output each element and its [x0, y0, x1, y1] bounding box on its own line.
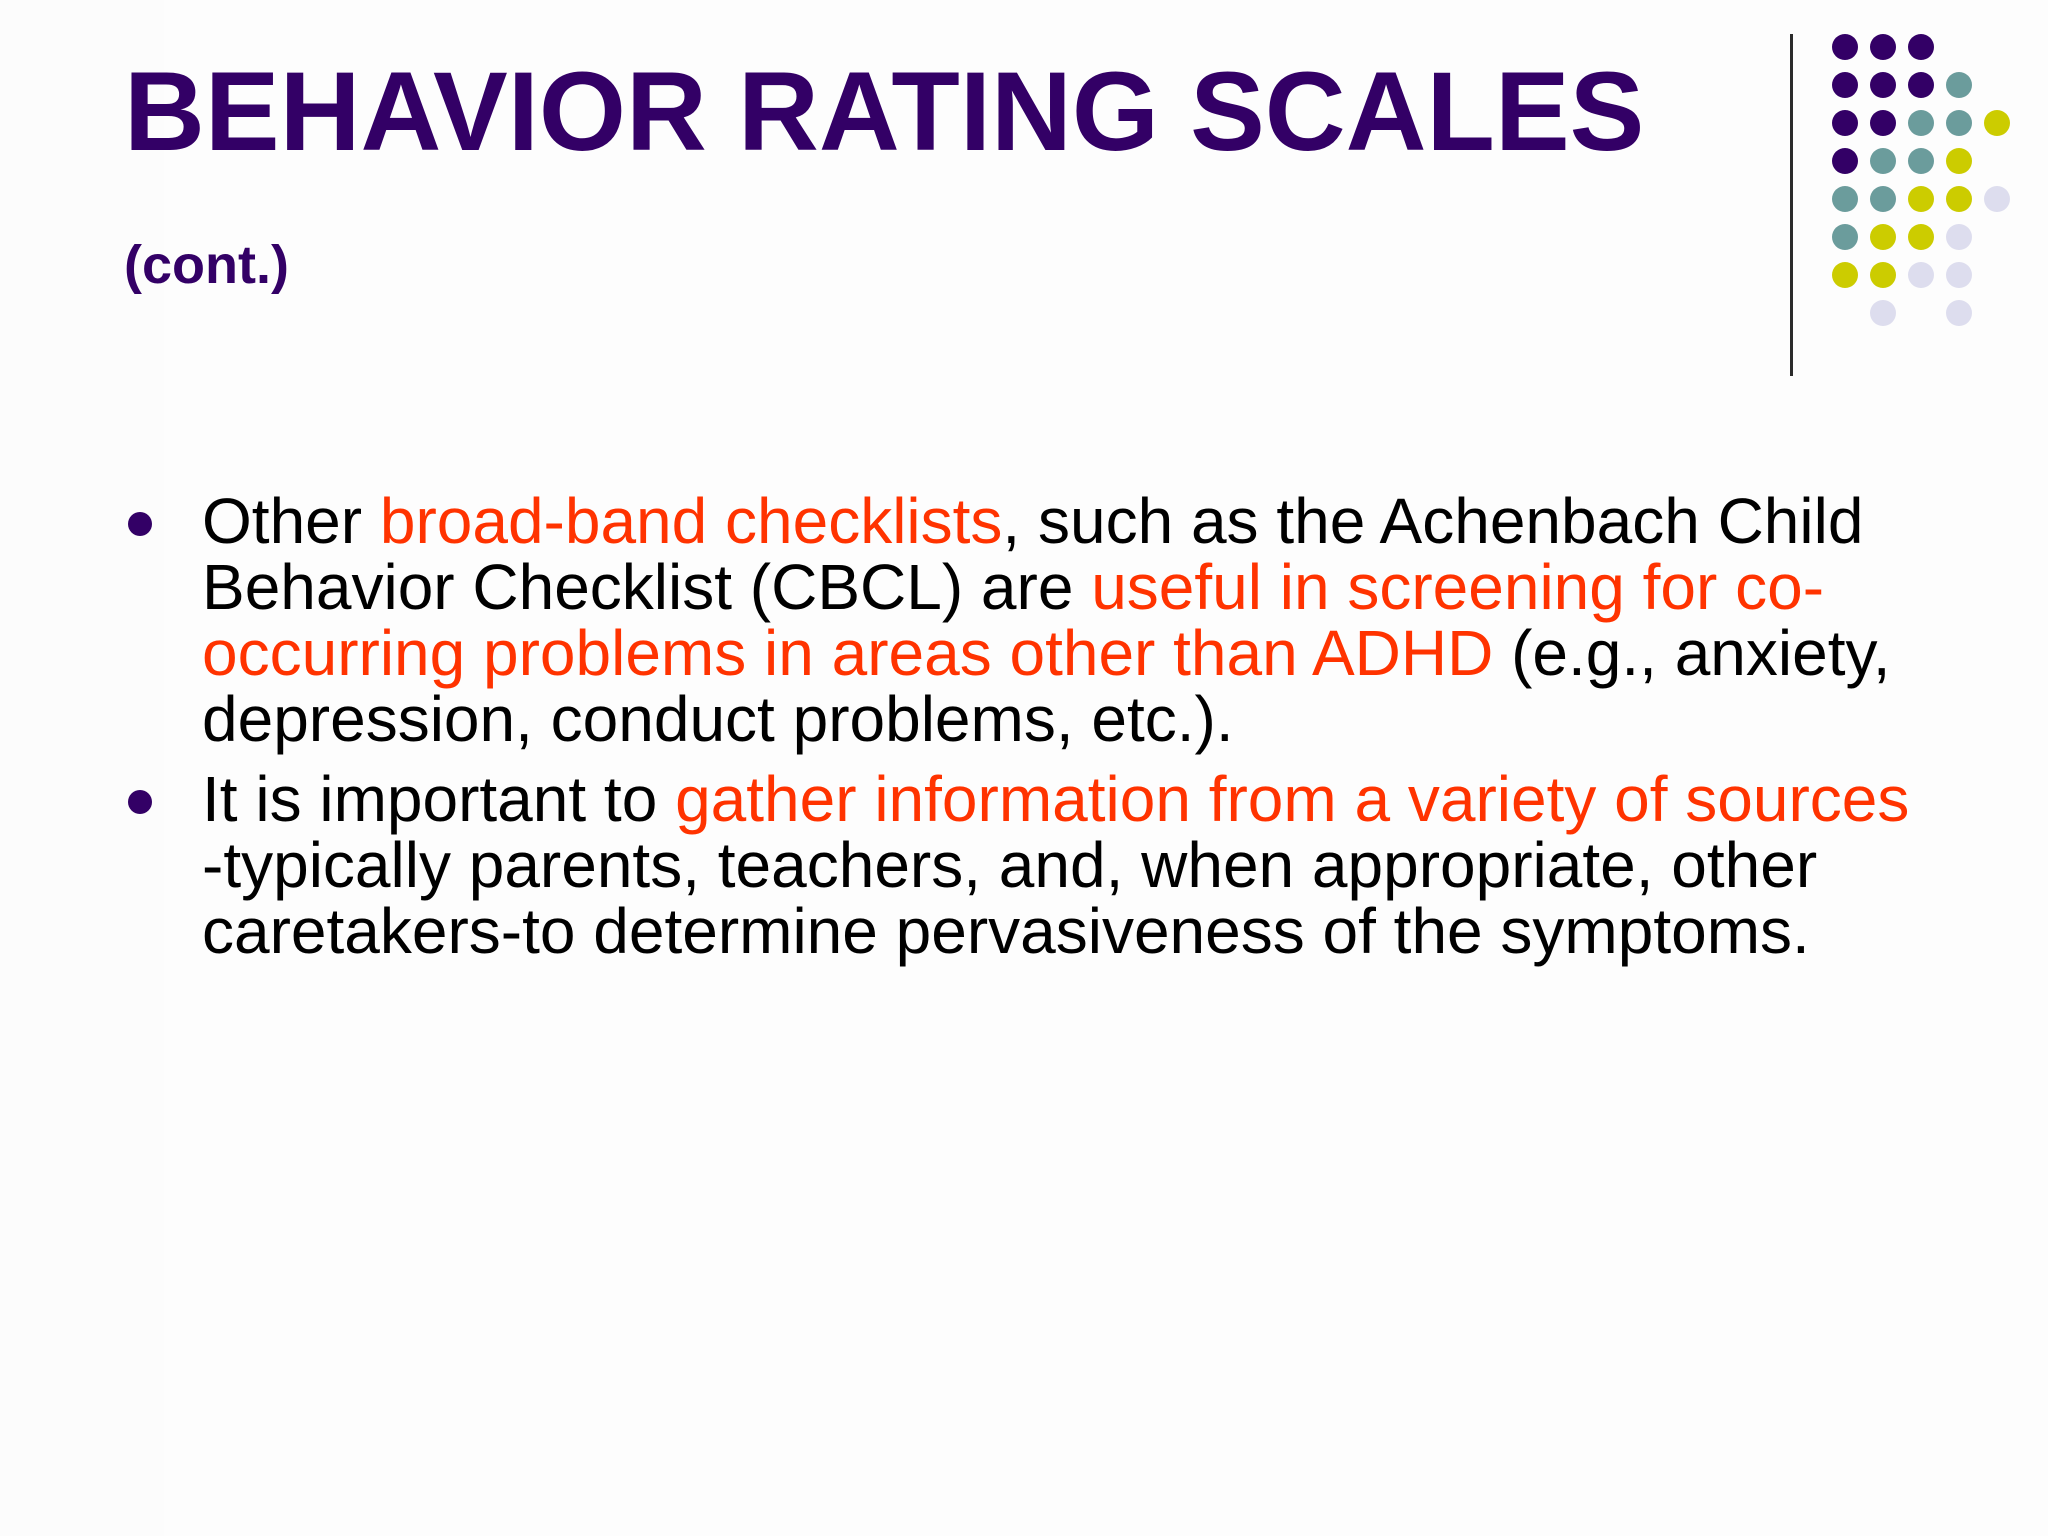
decorative-dot — [1946, 110, 1972, 136]
decorative-dot — [1832, 186, 1858, 212]
bullet-text: , such as the Achenbach Child Behavior Checklist (CBCL) are — [202, 485, 1864, 623]
highlighted-text: gather information from a variety of sources — [675, 763, 1910, 835]
decorative-dot — [1946, 262, 1972, 288]
bullet-text: Other — [202, 485, 380, 557]
bullet-text: (e.g., anxiety, depression, conduct problems, etc.). — [202, 617, 1891, 755]
decorative-dot — [1832, 262, 1858, 288]
decorative-dot — [1870, 72, 1896, 98]
decorative-dot — [1870, 224, 1896, 250]
decorative-dot — [1984, 110, 2010, 136]
slide-title: BEHAVIOR RATING SCALES — [124, 49, 1645, 174]
decorative-dot — [1870, 110, 1896, 136]
decorative-dot — [1946, 72, 1972, 98]
decorative-dot — [1870, 34, 1896, 60]
slide-subtitle: (cont.) — [124, 235, 289, 295]
decorative-dot — [1984, 186, 2010, 212]
decorative-dot — [1908, 186, 1934, 212]
decorative-dot — [1908, 148, 1934, 174]
decorative-dot — [1908, 262, 1934, 288]
vertical-divider — [1790, 34, 1793, 376]
decorative-dot — [1946, 148, 1972, 174]
highlighted-text: useful in screening for co-occurring problems in areas other than ADHD — [202, 551, 1824, 689]
decorative-dot — [1870, 186, 1896, 212]
decorative-dot — [1946, 186, 1972, 212]
decorative-dot — [1946, 300, 1972, 326]
decorative-dot — [1832, 34, 1858, 60]
decorative-dot — [1946, 224, 1972, 250]
decorative-dot — [1870, 300, 1896, 326]
decorative-dot — [1832, 72, 1858, 98]
decorative-dot — [1832, 148, 1858, 174]
decorative-dot — [1908, 34, 1934, 60]
bullet-point-icon — [128, 512, 152, 536]
decorative-dot — [1908, 72, 1934, 98]
bullet-list — [124, 485, 1924, 978]
decorative-dot — [1870, 262, 1896, 288]
decorative-dot — [1832, 110, 1858, 136]
decorative-dot — [1908, 224, 1934, 250]
bullet-text: -typically parents, teachers, and, when appropriate, other caretakers-to determine pervasiveness of the symptoms. — [202, 829, 1818, 967]
highlighted-text: broad-band checklists — [379, 485, 1003, 557]
decorative-dot — [1832, 224, 1858, 250]
decorative-dot — [1870, 148, 1896, 174]
bullet-item — [124, 485, 1924, 755]
bullet-item — [124, 763, 1924, 967]
bullet-text: It is important to — [202, 763, 676, 835]
bullet-point-icon — [128, 790, 152, 814]
decorative-dot — [1908, 110, 1934, 136]
